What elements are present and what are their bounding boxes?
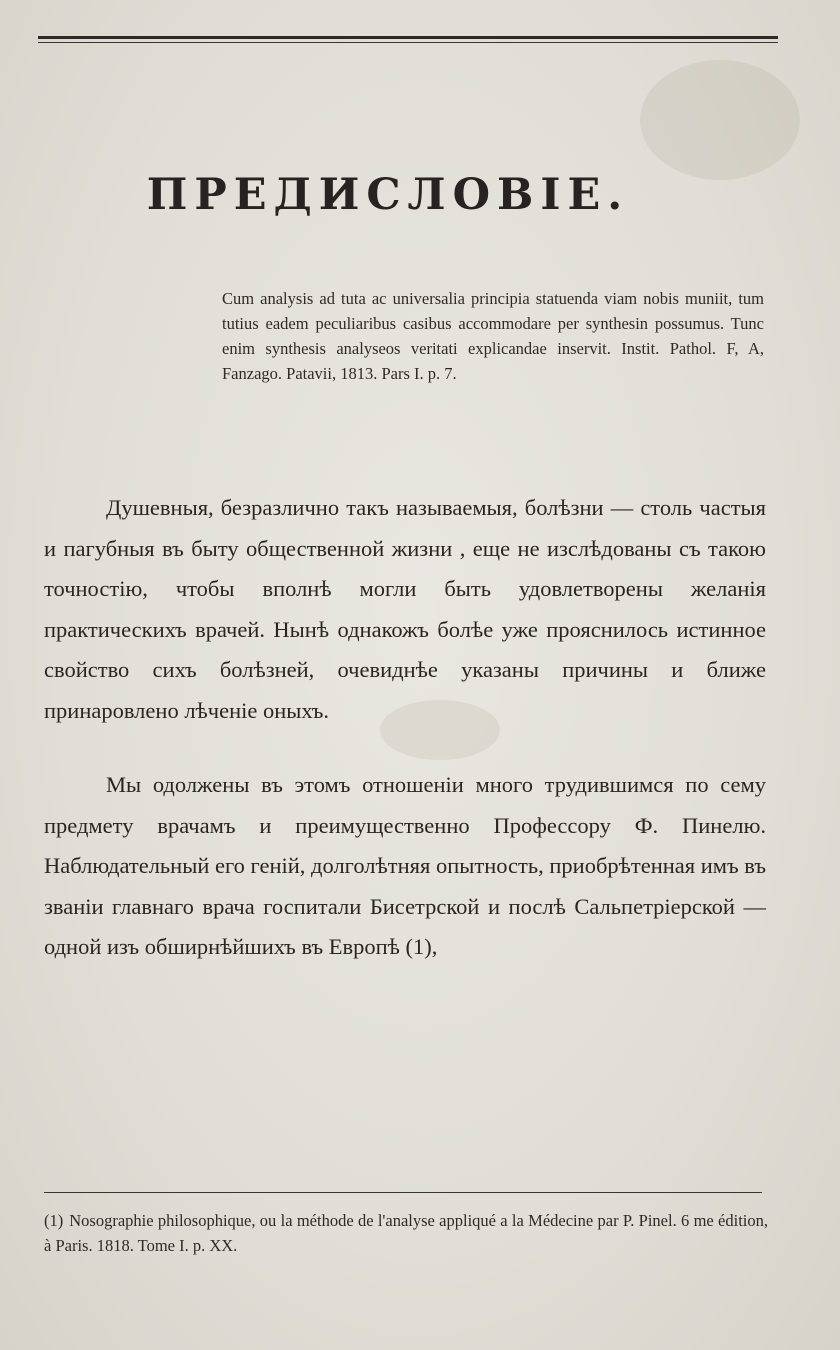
chapter-title: ПРЕДИСЛОВІЕ. — [146, 170, 630, 220]
main-text — [44, 488, 766, 990]
footnote-rule — [44, 1192, 762, 1193]
footnote-text: Nosographie philosophique, ou la méthode de l'analyse appliqué a la Médecine par P. Pinel. 6 me édition, à Paris. 1818. Tome I. p. XX. — [44, 1211, 768, 1255]
footnote-mark: (1) — [44, 1211, 64, 1230]
paper-stain — [640, 60, 800, 180]
footnote — [44, 1208, 768, 1258]
latin-epigraph: Cum analysis ad tuta ac universalia principia statuenda viam nobis muniit, tum tutius eadem peculiaribus casibus accommodare per synthesin possumus. Tunc enim synthesis analyseos veritati explicandae inservit. Instit. Pathol. F, A, Fanzago. Patavii, 1813. Pars I. p. 7. — [222, 289, 764, 383]
paragraph-2: Мы одолжены въ этомъ отношеніи много трудившимся по сему предмету врачамъ и преимущественно Профессору Ф. Пинелю. Наблюдательный его геній, долголѣтняя опытность, приобрѣтенная имъ въ званіи главнаго врача госпитали Бисетрской и послѣ Сальпетріерской — одной изъ обширнѣйшихъ въ Европѣ (1), — [44, 772, 766, 959]
header-rule — [38, 36, 778, 46]
paragraph-1: Душевныя, безразлично такъ называемыя, болѣзни — столь частыя и пагубныя въ быту общественной жизни , еще не изслѣдованы съ такою точностію, чтобы вполнѣ могли быть удовлетворены желанія практическихъ врачей. Нынѣ однакожъ болѣе уже прояснилось истинное свойство сихъ болѣзней, очевиднѣе указаны причины и ближе принаровлено лѣченіе оныхъ. — [44, 495, 766, 723]
